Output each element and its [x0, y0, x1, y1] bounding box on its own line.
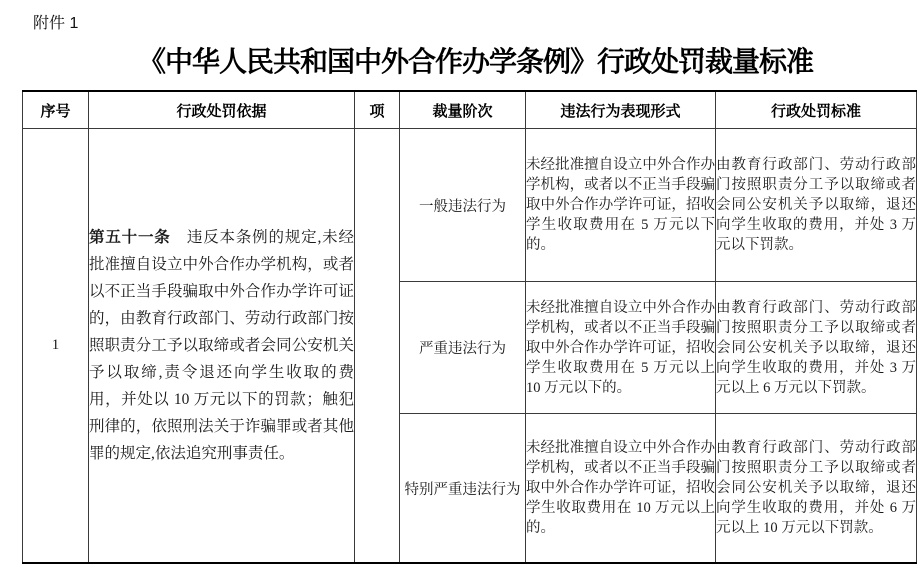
col-header-basis: 行政处罚依据: [89, 91, 355, 129]
behavior-cell: 未经批准擅自设立中外合作办学机构，或者以不正当手段骗取中外合作办学许可证，招收学生收取费用在 10 万元以上的。: [526, 414, 716, 564]
col-header-item: 项: [355, 91, 400, 129]
legal-basis-text: 违反本条例的规定,未经批准擅自设立中外合作办学机构，或者以不正当手段骗取中外合作办学许可证的，由教育行政部门、劳动行政部门按照职责分工予以取缔或者会同公安机关予以取缔,责令退还向学生收取的费用，并处以 10 万元以下的罚款；触犯刑律的，依照刑法关于诈骗罪或者其他罪的规定,依法追究刑事责任。: [89, 229, 354, 462]
attachment-label: 附件 1: [33, 15, 79, 32]
table-row: [23, 129, 917, 282]
tier-level-cell: 严重违法行为: [400, 282, 526, 414]
tier-level-cell: 一般违法行为: [400, 129, 526, 282]
penalty-cell: 由教育行政部门、劳动行政部门按照职责分工予以取缔或者会同公安机关予以取缔，退还向学生收取的费用，并处 3 万元以上 6 万元以下罚款。: [716, 282, 917, 414]
col-header-tier: 裁量阶次: [400, 91, 526, 129]
document-title: 《中华人民共和国中外合作办学条例》行政处罚裁量标准: [137, 46, 813, 77]
penalty-cell: 由教育行政部门、劳动行政部门按照职责分工予以取缔或者会同公安机关予以取缔，退还向学生收取的费用，并处 6 万元以上 10 万元以下罚款。: [716, 414, 917, 564]
penalty-cell: 由教育行政部门、劳动行政部门按照职责分工予以取缔或者会同公安机关予以取缔，退还向学生收取的费用，并处 3 万元以下罚款。: [716, 129, 917, 282]
col-header-penalty: 行政处罚标准: [716, 91, 917, 129]
legal-basis-cell: [89, 129, 355, 564]
item-cell: [355, 129, 400, 564]
behavior-cell: 未经批准擅自设立中外合作办学机构，或者以不正当手段骗取中外合作办学许可证，招收学生收取费用在 5 万元以下的。: [526, 129, 716, 282]
penalty-table-container: [22, 90, 916, 564]
legal-basis-clause: 第五十一条: [89, 229, 171, 246]
col-header-index: 序号: [23, 91, 89, 129]
row-index-cell: 1: [23, 129, 89, 564]
penalty-table: [22, 90, 917, 564]
header-row: [23, 91, 917, 129]
col-header-behavior: 违法行为表现形式: [526, 91, 716, 129]
tier-level-cell: 特别严重违法行为: [400, 414, 526, 564]
behavior-cell: 未经批准擅自设立中外合作办学机构，或者以不正当手段骗取中外合作办学许可证，招收学生收取费用在 5 万元以上 10 万元以下的。: [526, 282, 716, 414]
